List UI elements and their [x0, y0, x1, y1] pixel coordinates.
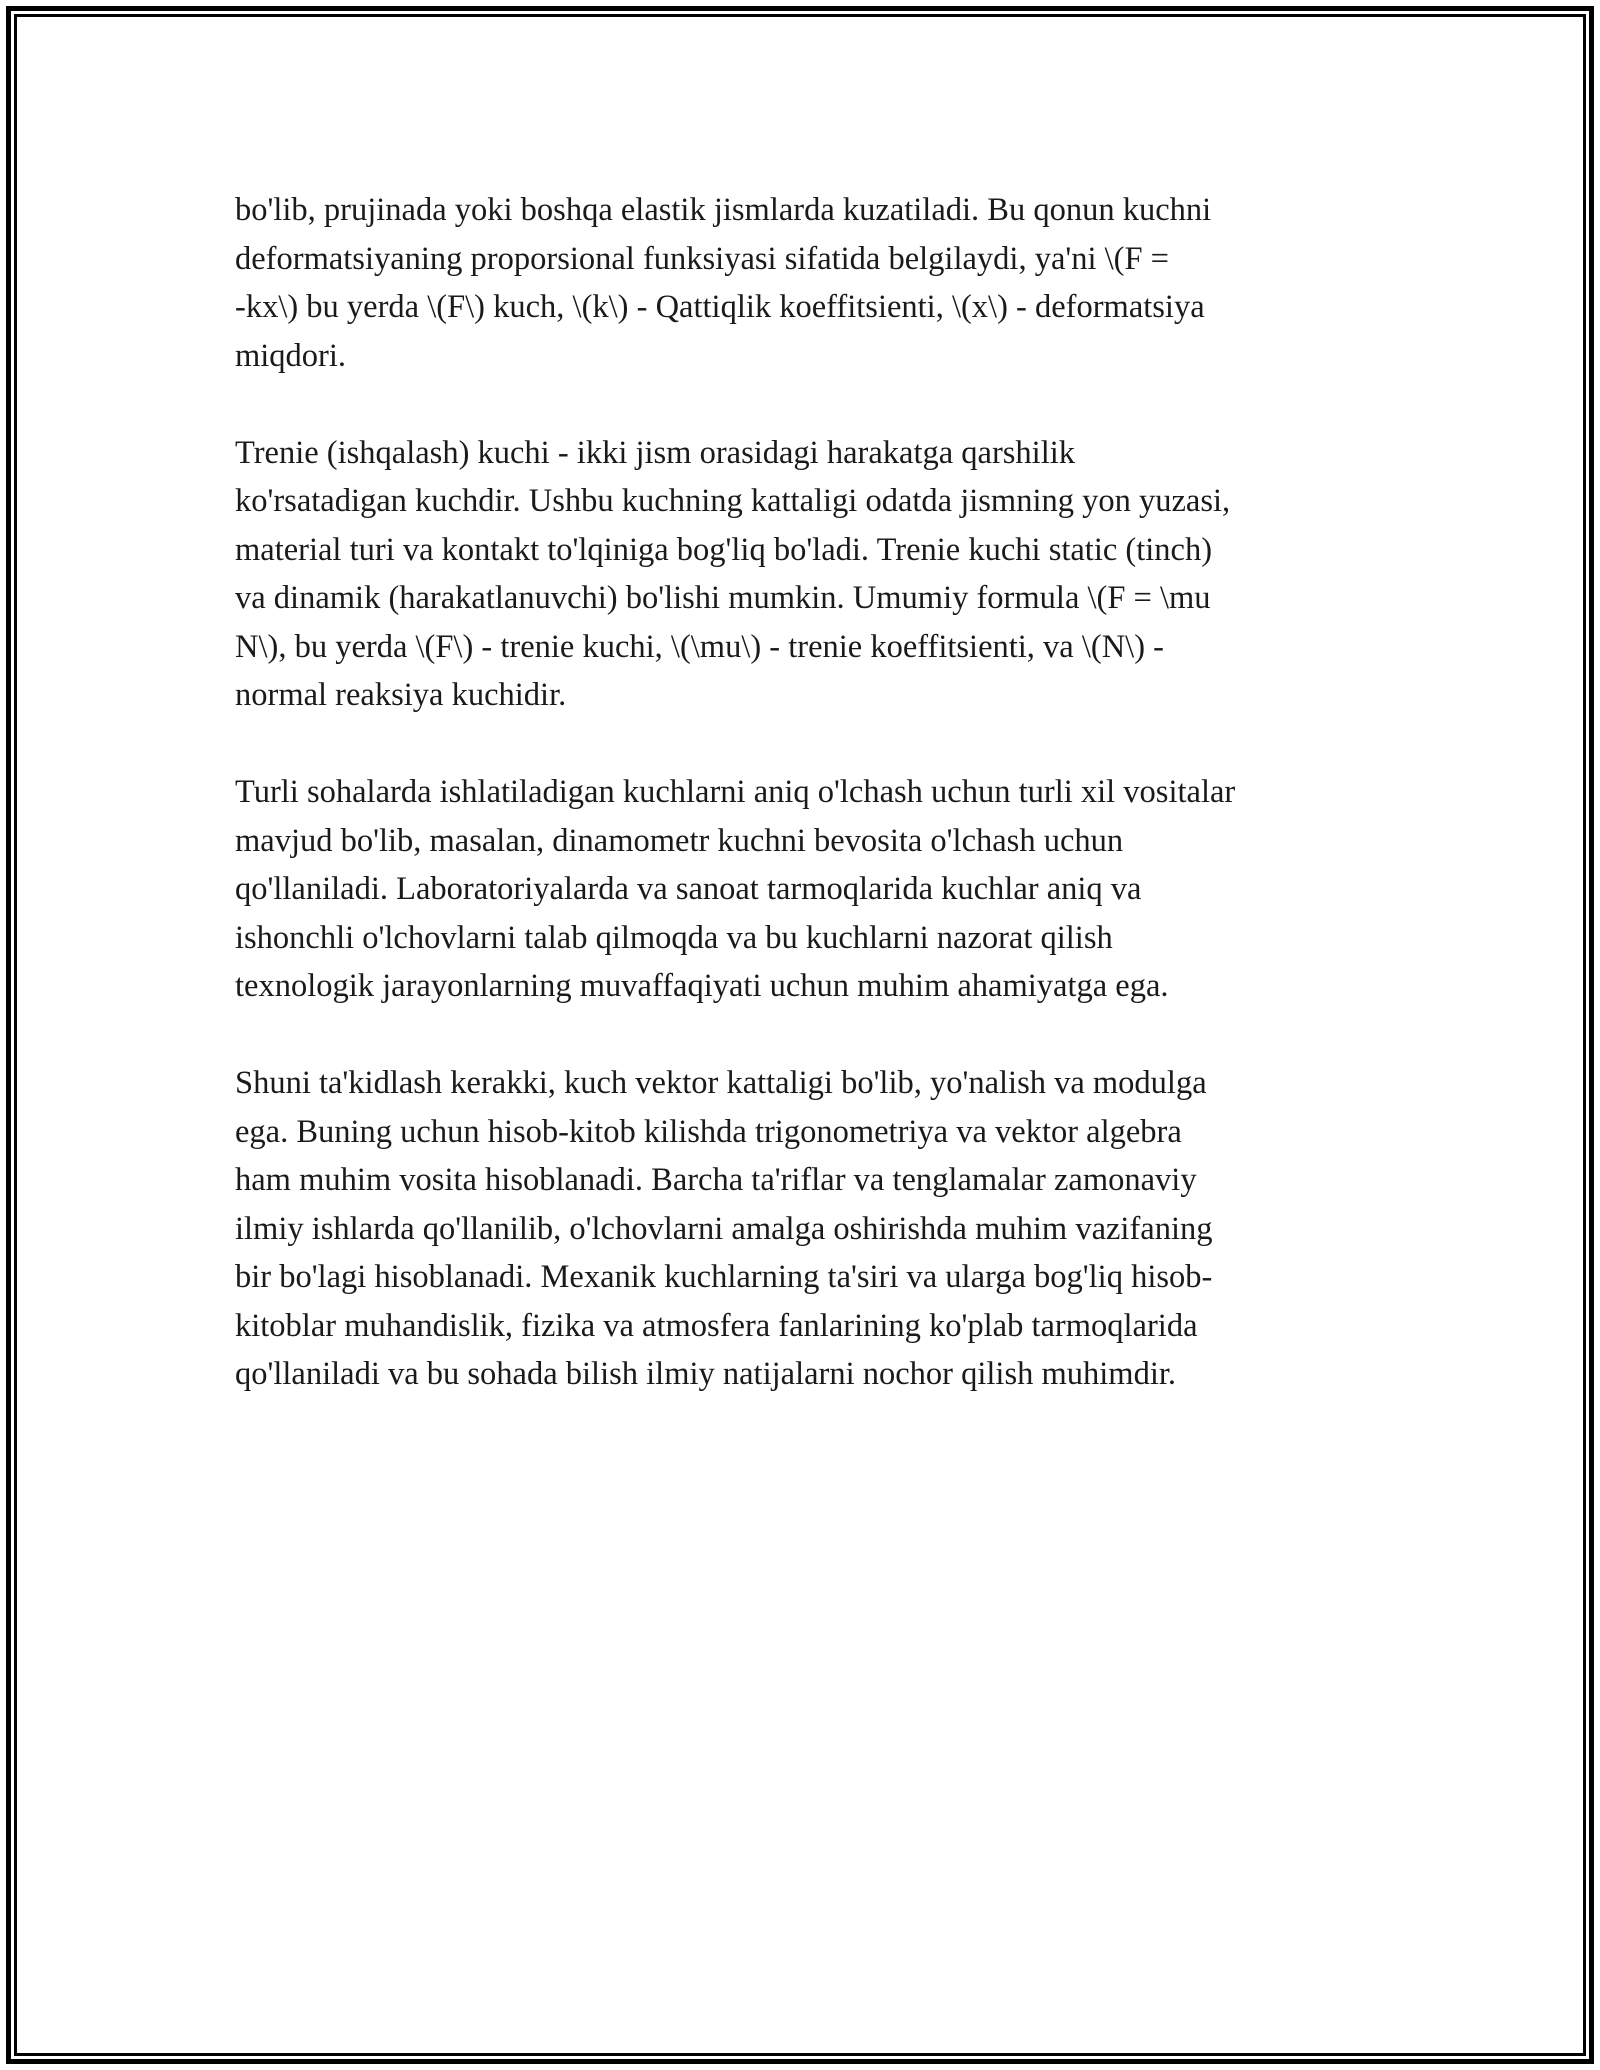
- text-line: ishonchli o'lchovlarni talab qilmoqda va bu kuchlarni nazorat qilish: [235, 919, 1113, 956]
- paragraph-force-vector: [235, 1059, 1365, 1399]
- text-line: miqdori.: [235, 337, 347, 374]
- text-line: va dinamik (harakatlanuvchi) bo'lishi mumkin. Umumiy formula \(F = \mu: [235, 580, 1211, 616]
- text-line: Turli sohalarda ishlatiladigan kuchlarni aniq o'lchash uchun turli xil vositalar: [235, 774, 1236, 810]
- document-body: [235, 186, 1365, 1447]
- text-line: ilmiy ishlarda qo'llanilib, o'lchovlarni amalga oshirishda muhim vazifaning: [235, 1210, 1213, 1247]
- text-line: qo'llaniladi. Laboratoriyalarda va sanoat tarmoqlarida kuchlar aniq va: [235, 871, 1142, 907]
- paragraph-force-measurement: [235, 768, 1365, 1011]
- text-line: bo'lib, prujinada yoki boshqa elastik jismlarda kuzatiladi. Bu qonun kuchni: [235, 192, 1212, 228]
- text-line: qo'llaniladi va bu sohada bilish ilmiy natijalarni nochor qilish muhimdir.: [235, 1356, 1177, 1392]
- paragraph-hooke-law: [235, 186, 1365, 380]
- text-line: ham muhim vosita hisoblanadi. Barcha ta'riflar va tenglamalar zamonaviy: [235, 1162, 1197, 1198]
- text-line: normal reaksiya kuchidir.: [235, 677, 567, 713]
- text-line: ega. Buning uchun hisob-kitob kilishda trigonometriya va vektor algebra: [235, 1113, 1182, 1150]
- text-line: mavjud bo'lib, masalan, dinamometr kuchni bevosita o'lchash uchun: [235, 822, 1124, 859]
- text-line: texnologik jarayonlarning muvaffaqiyati uchun muhim ahamiyatga ega.: [235, 968, 1169, 1004]
- text-line: ko'rsatadigan kuchdir. Ushbu kuchning kattaligi odatda jismning yon yuzasi,: [235, 483, 1231, 519]
- text-line: deformatsiyaning proporsional funksiyasi sifatida belgilaydi, ya'ni \(F =: [235, 240, 1170, 277]
- text-line: Shuni ta'kidlash kerakki, kuch vektor kattaligi bo'lib, yo'nalish va modulga: [235, 1065, 1207, 1101]
- text-line: material turi va kontakt to'lqiniga bog'liq bo'ladi. Trenie kuchi static (tinch): [235, 531, 1213, 568]
- text-line: bir bo'lagi hisoblanadi. Mexanik kuchlarning ta'siri va ularga bog'liq hisob-: [235, 1259, 1213, 1295]
- text-line: N\), bu yerda \(F\) - trenie kuchi, \(\mu\) - trenie koeffitsienti, va \(N\) -: [235, 628, 1164, 665]
- text-line: -kx\) bu yerda \(F\) kuch, \(k\) - Qattiqlik koeffitsienti, \(x\) - deformatsiya: [235, 289, 1205, 325]
- text-line: kitoblar muhandislik, fizika va atmosfera fanlarining ko'plab tarmoqlarida: [235, 1307, 1198, 1344]
- text-line: Trenie (ishqalash) kuchi - ikki jism orasidagi harakatga qarshilik: [235, 434, 1076, 471]
- paragraph-friction-force: [235, 429, 1365, 720]
